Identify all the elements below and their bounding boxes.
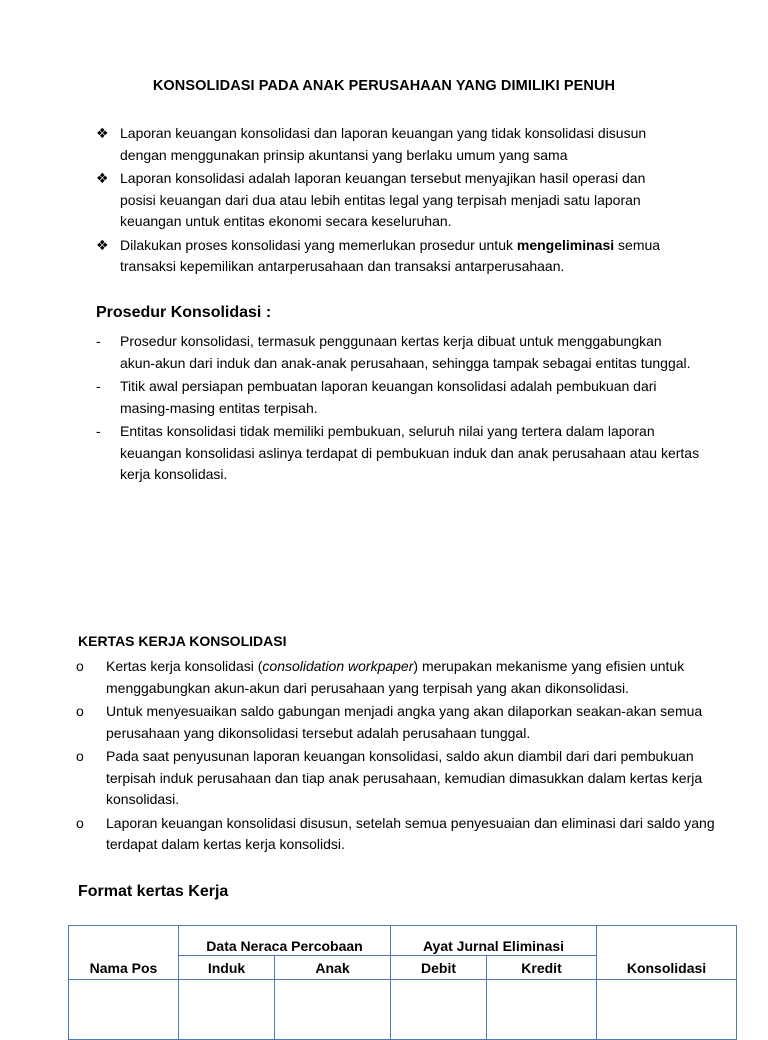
dash-bullet: - xyxy=(96,333,101,349)
intro-bullet-text: Laporan keuangan konsolidasi dan laporan keuangan yang tidak konsolidasi disusun dengan menggunakan prinsip akuntansi yang berlaku umum yang sama xyxy=(120,125,647,163)
header-kredit: Kredit xyxy=(487,956,597,980)
diamond-bullet-icon: ❖ xyxy=(96,236,109,253)
intro-bullet-list xyxy=(96,123,680,280)
document-title: KONSOLIDASI PADA ANAK PERUSAHAAN YANG DIMILIKI PENUH xyxy=(152,78,616,94)
table-row xyxy=(69,980,737,1040)
workpaper-text-before: Kertas kerja konsolidasi ( xyxy=(106,658,263,674)
header-nama-pos: Nama Pos xyxy=(69,926,179,980)
table-cell xyxy=(391,980,487,1040)
circle-bullet-icon: o xyxy=(76,814,84,831)
diamond-bullet-icon: ❖ xyxy=(96,125,109,141)
workpaper-format-table xyxy=(68,925,737,1040)
intro-bullet-text-after: semua transaksi kepemilikan antarperusahaan dan transaksi antarperusahaan. xyxy=(120,236,661,274)
table-header-row-groups xyxy=(69,926,737,956)
table-cell xyxy=(487,980,597,1040)
procedure-text: Entitas konsolidasi tidak memiliki pembukuan, seluruh nilai yang tertera dalam laporan keuangan konsolidasi aslinya terdapat di pembukuan induk dan anak perusahaan atau kertas kerja konsolidasi. xyxy=(120,423,700,482)
format-heading: Format kertas Kerja xyxy=(78,883,229,900)
table-cell xyxy=(275,980,391,1040)
workpaper-heading: KERTAS KERJA KONSOLIDASI xyxy=(78,633,287,649)
workpaper-item xyxy=(76,656,736,699)
circle-bullet-icon: o xyxy=(76,703,84,719)
procedure-item xyxy=(96,331,700,374)
workpaper-text-after: ) merupakan mekanisme yang efisien untuk menggabungkan akun-akun dari perusahaan yang terpisah yang akan dikonsolidasi. xyxy=(106,658,685,696)
procedure-item xyxy=(96,376,700,419)
header-induk: Induk xyxy=(179,956,275,980)
procedure-text: Titik awal persiapan pembuatan laporan keuangan konsolidasi adalah pembukuan dari masing-masing entitas terpisah. xyxy=(120,378,657,416)
intro-bullet-text-before: Dilakukan proses konsolidasi yang memerlukan prosedur untuk xyxy=(120,236,517,253)
procedure-text: Prosedur konsolidasi, termasuk penggunaan kertas kerja dibuat untuk menggabungkan akun-akun dari induk dan anak-anak perusahaan, sehingga tampak sebagai entitas tunggal. xyxy=(120,333,691,371)
procedure-list xyxy=(96,331,700,488)
procedure-item xyxy=(96,421,700,486)
intro-bullet-item xyxy=(96,168,680,233)
intro-bullet-text: Laporan konsolidasi adalah laporan keuangan tersebut menyajikan hasil operasi dan posisi keuangan dari dua atau lebih entitas legal yang terpisah menjadi satu laporan keuangan untuk entitas ekonomi secara keseluruhan. xyxy=(120,170,646,229)
workpaper-item xyxy=(76,813,736,856)
workpaper-italic-term: consolidation workpaper xyxy=(262,658,414,674)
workpaper-item xyxy=(76,701,736,744)
circle-bullet-icon: o xyxy=(76,658,84,674)
workpaper-list xyxy=(76,656,736,858)
table-cell xyxy=(69,980,179,1040)
dash-bullet: - xyxy=(96,423,101,439)
workpaper-text: Laporan keuangan konsolidasi disusun, setelah semua penyesuaian dan eliminasi dari saldo yang terdapat dalam kertas kerja konsolidsi. xyxy=(106,814,715,852)
header-ayat-jurnal: Ayat Jurnal Eliminasi xyxy=(391,926,597,956)
table-cell xyxy=(597,980,737,1040)
procedure-heading: Prosedur Konsolidasi : xyxy=(96,304,272,321)
header-data-neraca: Data Neraca Percobaan xyxy=(179,926,391,956)
workpaper-text: Untuk menyesuaikan saldo gabungan menjadi angka yang akan dilaporkan seakan-akan semua perusahaan yang dikonsolidasi tersebut adalah perusahaan tunggal. xyxy=(106,703,703,741)
table-cell xyxy=(179,980,275,1040)
circle-bullet-icon: o xyxy=(76,748,84,764)
intro-bullet-item xyxy=(96,235,680,278)
workpaper-text: Pada saat penyusunan laporan keuangan konsolidasi, saldo akun diambil dari dari pembukuan terpisah induk perusahaan dan tiap anak perusahaan, kemudian dimasukkan dalam kertas kerja konsolidasi. xyxy=(106,748,703,807)
header-konsolidasi: Konsolidasi xyxy=(597,926,737,980)
intro-bullet-item xyxy=(96,123,680,166)
header-anak: Anak xyxy=(275,956,391,980)
intro-bullet-bold-term: mengeliminasi xyxy=(516,236,615,253)
workpaper-item xyxy=(76,746,736,811)
diamond-bullet-icon: ❖ xyxy=(96,170,109,186)
header-debit: Debit xyxy=(391,956,487,980)
dash-bullet: - xyxy=(96,378,101,394)
